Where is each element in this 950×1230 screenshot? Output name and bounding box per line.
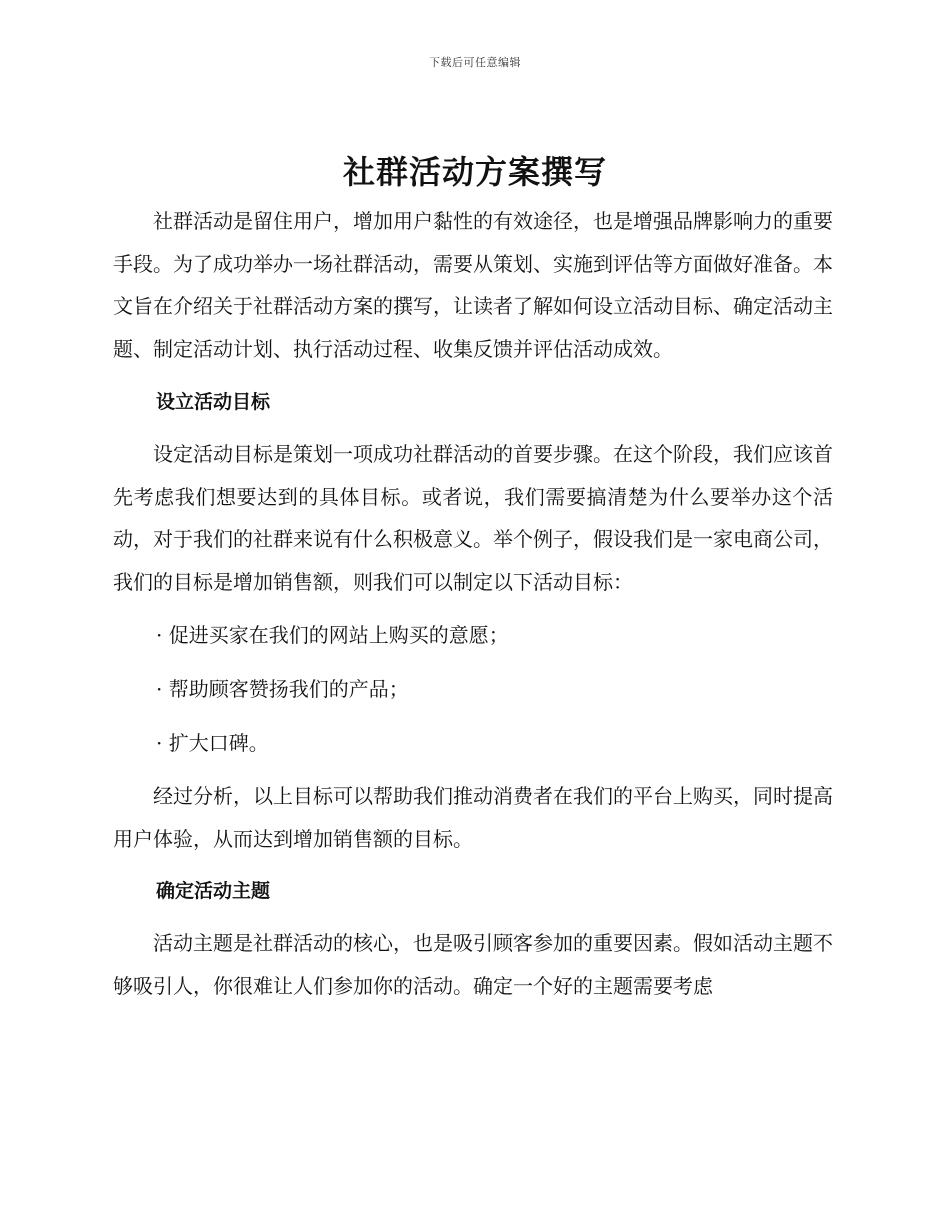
list-item: · 帮助顾客赞扬我们的产品； [156, 677, 409, 701]
list-item: · 促进买家在我们的网站上购买的意愿； [156, 623, 509, 647]
section-heading-theme: 确定活动主题 [156, 880, 271, 902]
document-body [113, 200, 833, 1007]
document-title: 社群活动方案撰写 [342, 153, 607, 191]
section-paragraph-theme: 活动主题是社群活动的核心，也是吸引顾客参加的重要因素。假如活动主题不够吸引人，你很难让人们参加你的活动。确定一个好的主题需要考虑 [113, 931, 833, 998]
page-header-note: 下载后可任意编辑 [429, 56, 521, 69]
section-conclusion-goals: 经过分析，以上目标可以帮助我们推动消费者在我们的平台上购买，同时提高用户体验，从而达到增加销售额的目标。 [113, 784, 833, 851]
section-heading-goals: 设立活动目标 [156, 391, 271, 413]
goal-bullet-list [156, 614, 833, 764]
intro-paragraph: 社群活动是留住用户，增加用户黏性的有效途径，也是增强品牌影响力的重要手段。为了成功举办一场社群活动，需要从策划、实施到评估等方面做好准备。本文旨在介绍关于社群活动方案的撰写，让读者了解如何设立活动目标、确定活动主题、制定活动计划、执行活动过程、收集反馈并评估活动成效。 [113, 209, 833, 361]
list-item: · 扩大口碑。 [156, 731, 269, 755]
section-paragraph-goals: 设定活动目标是策划一项成功社群活动的首要步骤。在这个阶段，我们应该首先考虑我们想要达到的具体目标。或者说，我们需要搞清楚为什么要举办这个活动，对于我们的社群来说有什么积极意义。举个例子，假设我们是一家电商公司，我们的目标是增加销售额，则我们可以制定以下活动目标： [113, 442, 833, 594]
